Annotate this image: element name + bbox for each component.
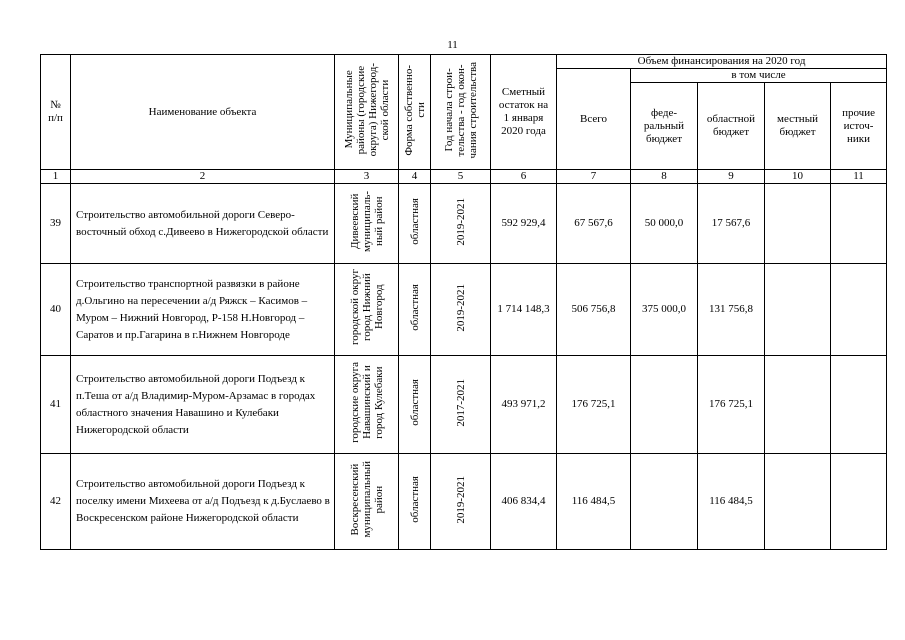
- local-cell: [765, 454, 831, 550]
- header-region-label: Муниципальные районы (городские округа) Нижегород- ской области: [342, 63, 391, 157]
- header-total: Всего: [557, 69, 631, 170]
- header-region: [335, 55, 399, 170]
- ownership-label: областная: [408, 379, 421, 426]
- other-cell: [831, 264, 887, 356]
- ownership-label: областная: [408, 198, 421, 245]
- years-label: 2019-2021: [454, 197, 467, 246]
- header-other-label: прочие источ- ники: [842, 106, 875, 145]
- page-number: 11: [447, 39, 458, 51]
- region-cell: [335, 356, 399, 454]
- column-number: 2: [71, 170, 335, 184]
- federal-cell: [631, 356, 698, 454]
- object-name: Строительство транспортной развязки в районе д.Ольгино на пересечении а/д Ряжск – Касимов – Муром – Нижний Новгород, Р-158 Н.Новгород – Саратов и пр.Гагарина в г.Нижнем Новгороде: [71, 264, 335, 356]
- total-cell: 176 725,1: [557, 356, 631, 454]
- years-cell: [431, 356, 491, 454]
- header-local-label: местный бюджет: [777, 113, 818, 138]
- row-num: 40: [41, 264, 71, 356]
- column-number: 6: [491, 170, 557, 184]
- column-number: 11: [831, 170, 887, 184]
- financing-table: [40, 54, 887, 550]
- federal-cell: 50 000,0: [631, 184, 698, 264]
- other-cell: [831, 454, 887, 550]
- region-cell: [335, 264, 399, 356]
- years-cell: [431, 184, 491, 264]
- other-cell: [831, 184, 887, 264]
- column-number: 7: [557, 170, 631, 184]
- years-label: 2019-2021: [454, 475, 467, 524]
- header-estimate: [491, 55, 557, 170]
- column-number-row: [41, 170, 887, 184]
- total-cell: 506 756,8: [557, 264, 631, 356]
- estimate-cell: 493 971,2: [491, 356, 557, 454]
- regional-cell: 131 756,8: [698, 264, 765, 356]
- local-cell: [765, 184, 831, 264]
- object-name: Строительство автомобильной дороги Подъезд к п.Теша от а/д Владимир-Муром-Арзамас в городах областного значения Навашино и Кулебаки Нижегородской области: [71, 356, 335, 454]
- header-regional: [698, 83, 765, 170]
- federal-cell: 375 000,0: [631, 264, 698, 356]
- header-federal: [631, 83, 698, 170]
- years-label: 2017-2021: [454, 378, 467, 427]
- regional-cell: 116 484,5: [698, 454, 765, 550]
- column-number: 3: [335, 170, 399, 184]
- header-name: Наименование объекта: [71, 55, 335, 170]
- region-cell: [335, 184, 399, 264]
- header-other: [831, 83, 887, 170]
- ownership-label: областная: [408, 476, 421, 523]
- column-number: 8: [631, 170, 698, 184]
- header-regional-label: областной бюджет: [706, 113, 756, 138]
- column-number: 10: [765, 170, 831, 184]
- ownership-cell: [399, 454, 431, 550]
- region-label: городской округ город Нижний Новгород: [348, 269, 385, 346]
- estimate-cell: 406 834,4: [491, 454, 557, 550]
- object-name: Строительство автомобильной дороги Подъезд к поселку имени Михеева от а/д Подъезд к д.Буслаево в Воскресенском районе Нижегородской области: [71, 454, 335, 550]
- table-row: [41, 184, 887, 264]
- region-label: Дивеевский муниципаль- ный район: [348, 190, 385, 253]
- row-num: 39: [41, 184, 71, 264]
- header-years: [431, 55, 491, 170]
- regional-cell: 17 567,6: [698, 184, 765, 264]
- region-label: Воскресенский муниципальный район: [348, 461, 385, 538]
- object-name: Строительство автомобильной дороги Северо-восточный обход с.Дивеево в Нижегородской области: [71, 184, 335, 264]
- local-cell: [765, 264, 831, 356]
- estimate-cell: 1 714 148,3: [491, 264, 557, 356]
- header-years-label: Год начала строи- тельства - год окон- чания строительства: [442, 61, 479, 159]
- column-number: 1: [41, 170, 71, 184]
- federal-cell: [631, 454, 698, 550]
- header-ownership: [399, 55, 431, 170]
- header-ownership-label: Форма собственно- сти: [402, 64, 427, 156]
- header-local: [765, 83, 831, 170]
- header-estimate-label: Сметный остаток на 1 января 2020 года: [498, 86, 549, 137]
- ownership-label: областная: [408, 284, 421, 331]
- row-num: 41: [41, 356, 71, 454]
- header-subgroup: в том числе: [631, 69, 887, 83]
- other-cell: [831, 356, 887, 454]
- ownership-cell: [399, 184, 431, 264]
- header-federal-label: феде- ральный бюджет: [643, 106, 685, 145]
- local-cell: [765, 356, 831, 454]
- regional-cell: 176 725,1: [698, 356, 765, 454]
- column-number: 4: [399, 170, 431, 184]
- region-label: городские округа Навашинский и город Кулебаки: [348, 362, 385, 443]
- total-cell: 116 484,5: [557, 454, 631, 550]
- table-row: [41, 356, 887, 454]
- column-number: 9: [698, 170, 765, 184]
- table-row: [41, 264, 887, 356]
- ownership-cell: [399, 264, 431, 356]
- header-num-label: № п/п: [48, 99, 63, 124]
- estimate-cell: 592 929,4: [491, 184, 557, 264]
- header-num: [41, 55, 71, 170]
- header-funding-group: Объем финансирования на 2020 год: [557, 55, 887, 69]
- years-cell: [431, 454, 491, 550]
- table-row: [41, 454, 887, 550]
- row-num: 42: [41, 454, 71, 550]
- ownership-cell: [399, 356, 431, 454]
- region-cell: [335, 454, 399, 550]
- years-cell: [431, 264, 491, 356]
- years-label: 2019-2021: [454, 283, 467, 332]
- column-number: 5: [431, 170, 491, 184]
- total-cell: 67 567,6: [557, 184, 631, 264]
